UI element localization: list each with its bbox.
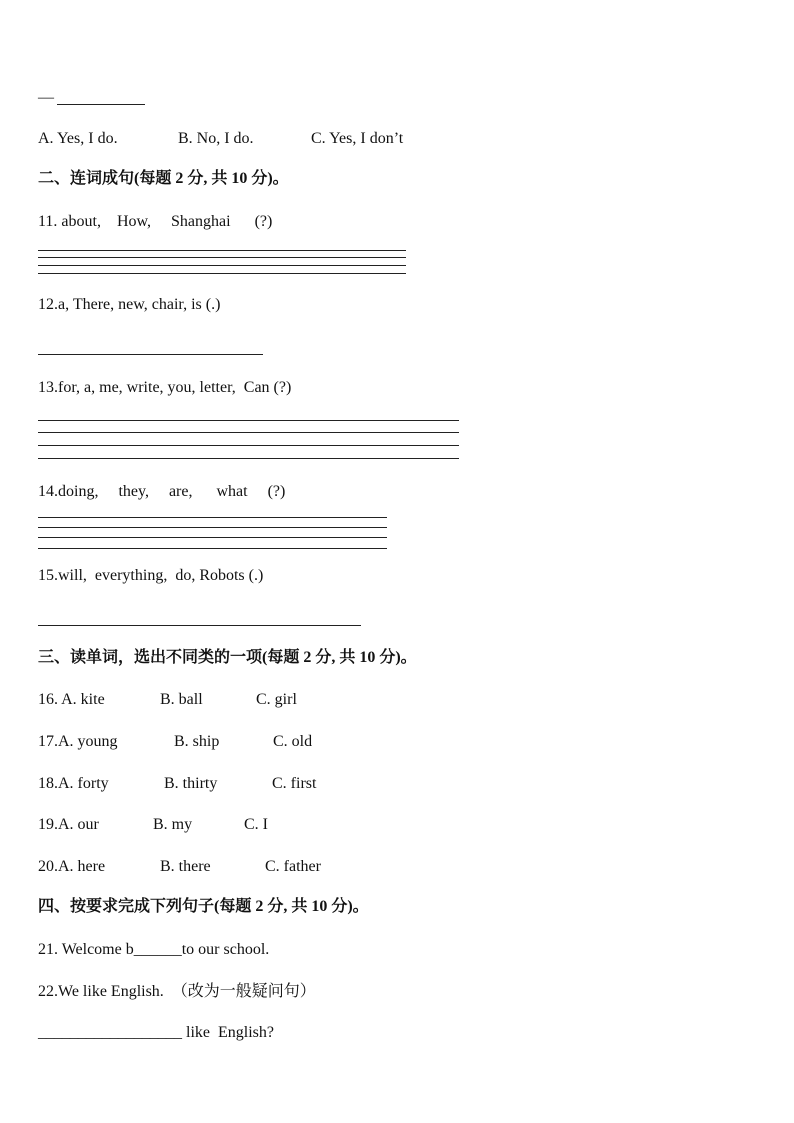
q13-line-4	[38, 458, 459, 459]
question-22: 22.We like English. （改为一般疑问句）	[38, 983, 316, 1000]
q19-option-c: C. I	[244, 816, 268, 833]
q16-option-a: 16. A. kite	[38, 691, 105, 708]
section-3-heading: 三、读单词，选出不同类的一项(每题 2 分, 共 10 分)。	[38, 649, 417, 666]
section-4-heading: 四、按要求完成下列句子(每题 2 分, 共 10 分)。	[38, 898, 369, 915]
question-14: 14.doing, they, are, what (?)	[38, 483, 286, 500]
q20-option-c: C. father	[265, 858, 321, 875]
q17-option-c: C. old	[273, 733, 313, 750]
q18-option-a: 18.A. forty	[38, 775, 109, 792]
q14-line-4	[38, 548, 387, 549]
q14-line-3	[38, 537, 387, 538]
q11-line-4	[38, 273, 406, 274]
q13-line-2	[38, 432, 459, 433]
q13-line-1	[38, 420, 459, 421]
q18-option-c: C. first	[272, 775, 317, 792]
q13-line-3	[38, 445, 459, 446]
q12-line	[38, 354, 263, 355]
q11-line-1	[38, 250, 406, 251]
q17-option-b: B. ship	[174, 733, 220, 750]
q14-line-2	[38, 527, 387, 528]
q19-option-a: 19.A. our	[38, 816, 99, 833]
q15-line	[38, 625, 361, 626]
question-13: 13.for, a, me, write, you, letter, Can (?)	[38, 379, 292, 396]
q18-option-b: B. thirty	[164, 775, 218, 792]
q20-option-a: 20.A. here	[38, 858, 106, 875]
option-b: B. No, I do.	[178, 130, 254, 147]
question-21: 21. Welcome b______to our school.	[38, 941, 270, 958]
question-12: 12.a, There, new, chair, is (.)	[38, 296, 221, 313]
q11-line-2	[38, 257, 406, 258]
option-c: C. Yes, I don’t	[311, 130, 404, 147]
question-22-answer: __________________ like English?	[38, 1024, 274, 1041]
q20-option-b: B. there	[160, 858, 211, 875]
q17-option-a: 17.A. young	[38, 733, 118, 750]
question-11: 11. about, How, Shanghai (?)	[38, 213, 273, 230]
q16-option-c: C. girl	[256, 691, 297, 708]
q14-line-1	[38, 517, 387, 518]
question-15: 15.will, everything, do, Robots (.)	[38, 567, 264, 584]
q19-option-b: B. my	[153, 816, 193, 833]
answer-dash: —	[38, 89, 54, 106]
answer-blank-line	[57, 104, 145, 105]
q16-option-b: B. ball	[160, 691, 203, 708]
section-2-heading: 二、连词成句(每题 2 分, 共 10 分)。	[38, 170, 289, 187]
option-a: A. Yes, I do.	[38, 130, 118, 147]
q11-line-3	[38, 265, 406, 266]
